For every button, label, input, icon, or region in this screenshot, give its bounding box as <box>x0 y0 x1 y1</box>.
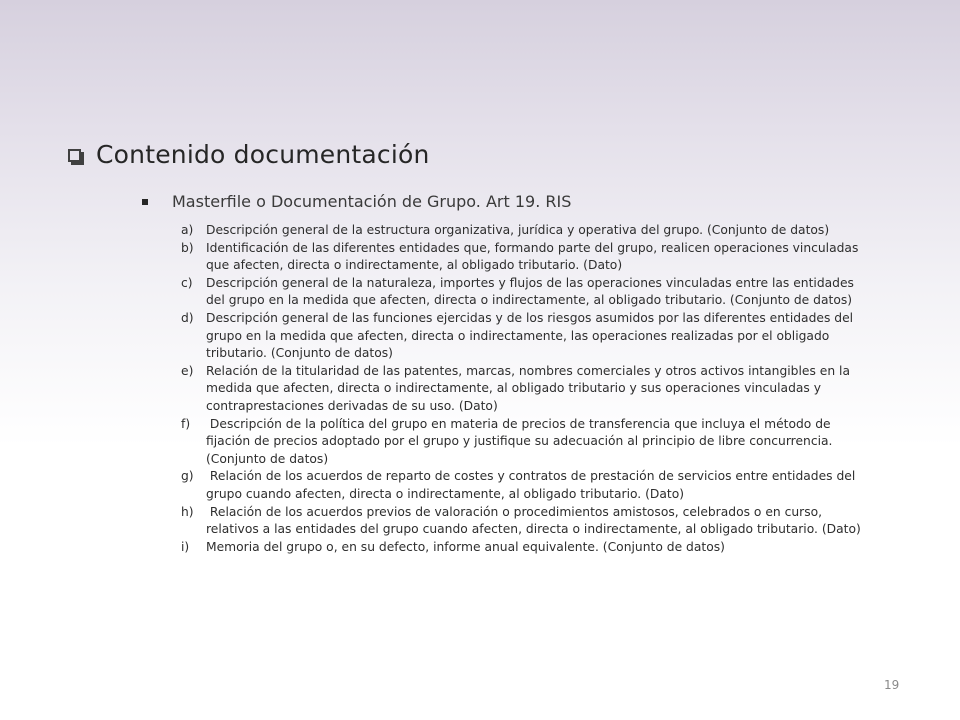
list-item <box>181 539 871 557</box>
item-marker: d) <box>181 310 194 325</box>
item-marker: b) <box>181 240 194 255</box>
list-item <box>181 275 871 310</box>
list-item <box>181 240 871 275</box>
item-text: Descripción de la política del grupo en materia de precios de transferencia que incluya el método de fijación de precios adoptado por el grupo y justifique su adecuación al principio de libre concurrencia. (Conjunto de datos) <box>206 416 837 466</box>
subheading <box>142 192 571 211</box>
item-text: Descripción general de las funciones ejercidas y de los riesgos asumidos por las diferentes entidades del grupo en la medida que afecten, directa o indirectamente, las operaciones realizadas por el obligado tributario. (Conjunto de datos) <box>206 310 857 361</box>
heading <box>68 140 430 169</box>
item-list <box>181 222 871 556</box>
item-marker: a) <box>181 223 194 237</box>
list-item <box>181 363 871 416</box>
page-number: 19 <box>884 678 900 692</box>
item-marker: e) <box>181 363 194 378</box>
item-marker: g) <box>181 469 194 484</box>
square-bullet-icon <box>142 199 148 205</box>
list-item <box>181 222 871 240</box>
list-item <box>181 504 871 539</box>
list-item <box>181 468 871 503</box>
checkbox-bullet-icon <box>68 149 81 162</box>
item-text: Memoria del grupo o, en su defecto, informe anual equivalente. (Conjunto de datos) <box>206 539 725 554</box>
heading-text: Contenido documentación <box>96 140 430 169</box>
item-marker: h) <box>181 504 194 519</box>
item-text: Identificación de las diferentes entidades que, formando parte del grupo, realicen operaciones vinculadas que afecten, directa o indirectamente, al obligado tributario. (Dato) <box>206 240 863 273</box>
item-text: Descripción general de la estructura organizativa, jurídica y operativa del grupo. (Conjunto de datos) <box>206 223 830 237</box>
item-text: Relación de los acuerdos previos de valoración o procedimientos amistosos, celebrados o en curso, relativos a las entidades del grupo cuando afecten, directa o indirectamente, al obligado tributario. (Dato) <box>206 504 861 537</box>
list-item <box>181 310 871 363</box>
list-item <box>181 416 871 469</box>
item-text: Relación de la titularidad de las patentes, marcas, nombres comerciales y otros activos intangibles en la medida que afecten, directa o indirectamente, al obligado tributario y sus operaciones vinculadas y contraprestaciones derivadas de su uso. (Dato) <box>206 363 854 413</box>
item-text: Relación de los acuerdos de reparto de costes y contratos de prestación de servicios entre entidades del grupo cuando afecten, directa o indirectamente, al obligado tributario. (Dato) <box>206 469 860 501</box>
item-marker: f) <box>181 416 191 431</box>
subheading-text: Masterfile o Documentación de Grupo. Art 19. RIS <box>172 192 572 211</box>
item-marker: c) <box>181 275 193 290</box>
item-marker: i) <box>181 539 190 554</box>
item-text: Descripción general de la naturaleza, importes y flujos de las operaciones vinculadas entre las entidades del grupo en la medida que afecten, directa o indirectamente, al obligado tributario. (Conjunto de datos) <box>206 275 858 308</box>
